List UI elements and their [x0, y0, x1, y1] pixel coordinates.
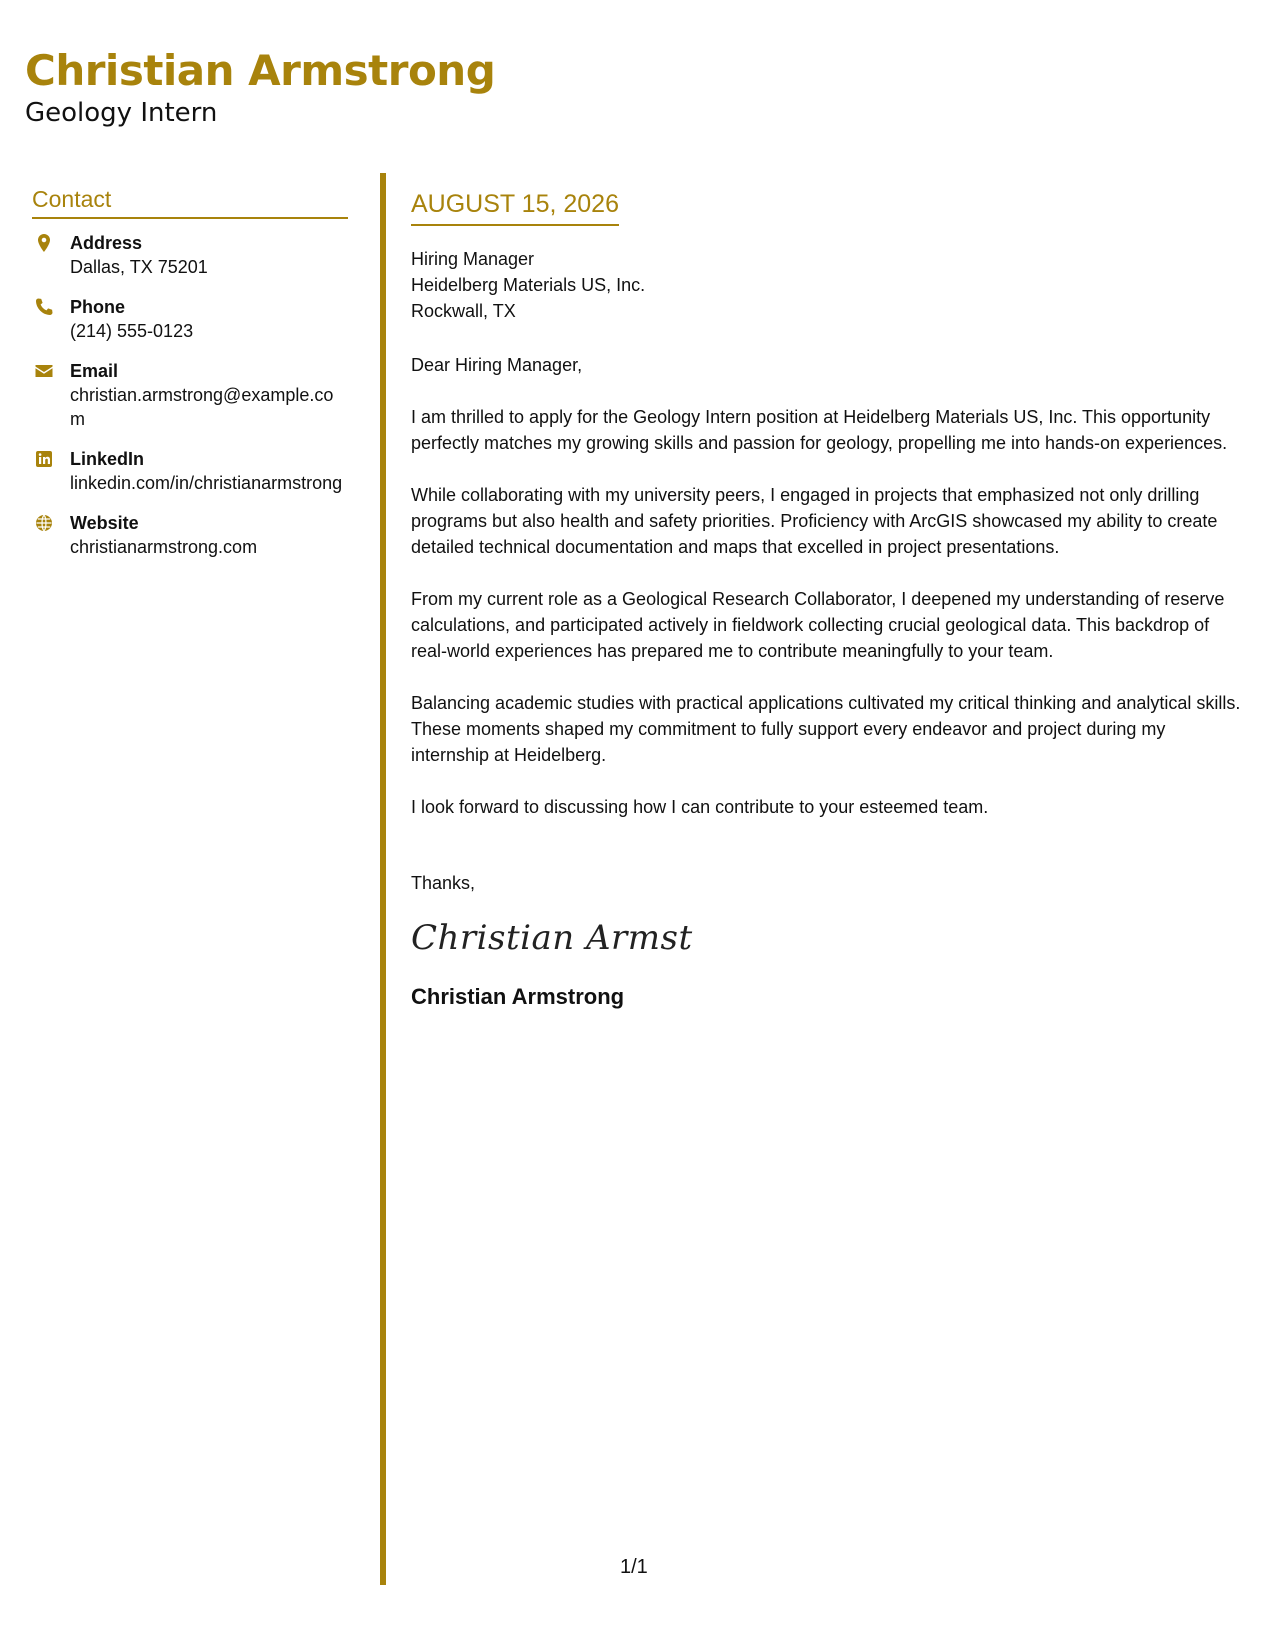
contact-phone [32, 295, 348, 343]
recipient-block [411, 246, 1243, 324]
contact-label: LinkedIn [70, 449, 145, 469]
job-title: Geology Intern [25, 98, 218, 128]
contact-website [32, 511, 348, 559]
signer-name: Christian Armstrong [411, 984, 625, 1009]
contact-sidebar [32, 186, 348, 575]
applicant-name: Christian Armstrong [25, 46, 496, 95]
handwritten-signature: Christian Armst [411, 918, 693, 958]
contact-label: Phone [70, 297, 126, 317]
body-paragraph: From my current role as a Geological Research Collaborator, I deepened my understanding of reserve calculations, and participated actively in fieldwork collecting crucial geological data. This backdrop of real-world experiences has prepared me to contribute meaningfully to your team. [411, 589, 1225, 661]
contact-heading: Contact [32, 186, 348, 219]
recipient-line: Rockwall, TX [411, 301, 516, 321]
contact-email [32, 359, 348, 431]
salutation: Dear Hiring Manager, [411, 355, 583, 375]
body-paragraph: Balancing academic studies with practical applications cultivated my critical thinking and analytical skills. These moments shaped my commitment to fully support every endeavor and project during my internship at Heidelberg. [411, 693, 1241, 765]
contact-value: Dallas, TX 75201 [70, 257, 208, 277]
column-divider [380, 173, 386, 1585]
envelope-icon [32, 359, 70, 431]
recipient-line: Heidelberg Materials US, Inc. [411, 275, 646, 295]
linkedin-icon [32, 447, 70, 495]
globe-icon [32, 511, 70, 559]
contact-value[interactable]: linkedin.com/in/christianarmstrong [70, 473, 343, 493]
contact-value[interactable]: christianarmstrong.com [70, 537, 258, 557]
contact-value[interactable]: christian.armstrong@example.com [70, 385, 334, 429]
phone-icon [32, 295, 70, 343]
contact-label: Website [70, 513, 139, 533]
contact-address [32, 231, 348, 279]
map-pin-icon [32, 231, 70, 279]
cover-letter-body [411, 190, 1243, 1010]
body-paragraph: While collaborating with my university peers, I engaged in projects that emphasized not only drilling programs but also health and safety priorities. Proficiency with ArcGIS showcased my ability to create detailed technical documentation and maps that excelled in project presentations. [411, 485, 1218, 557]
page-number: 1/1 [620, 1556, 648, 1578]
contact-value: (214) 555-0123 [70, 321, 194, 341]
contact-linkedin [32, 447, 348, 495]
contact-label: Email [70, 361, 119, 381]
body-paragraph: I am thrilled to apply for the Geology Intern position at Heidelberg Materials US, Inc. This opportunity perfectly matches my growing skills and passion for geology, propelling me into hands-on experiences. [411, 407, 1228, 453]
body-paragraph: I look forward to discussing how I can contribute to your esteemed team. [411, 797, 989, 817]
letter-date: AUGUST 15, 2026 [411, 190, 619, 226]
recipient-line: Hiring Manager [411, 249, 535, 269]
contact-label: Address [70, 233, 143, 253]
closing: Thanks, [411, 873, 476, 893]
